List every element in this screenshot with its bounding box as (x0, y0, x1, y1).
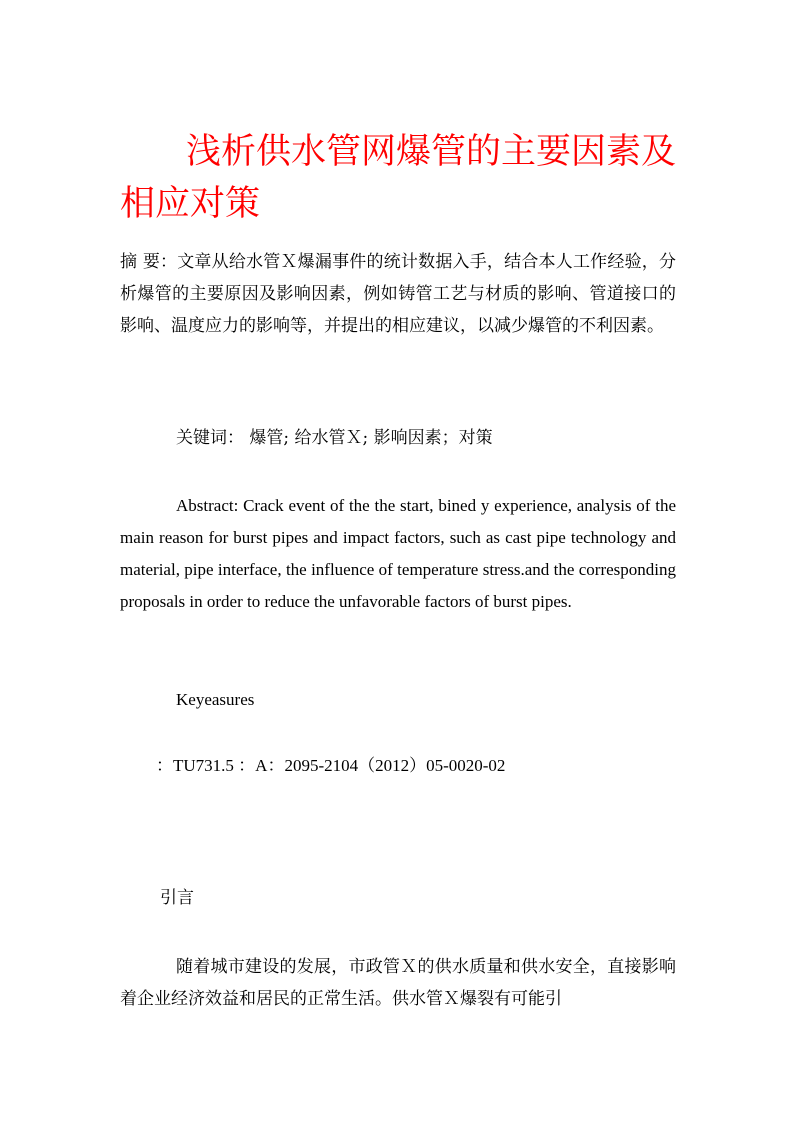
abstract-english: Abstract: Crack event of the the start, bined y experience, analysis of the main reason for burst pipes and impact factors, such as cast pipe technology and material, pipe interface, the influence of temperature stress.and the corresponding proposals in order to reduce the unfavorable factors of burst pipes. (120, 496, 676, 611)
keywords-english: Keyeasures (176, 690, 255, 709)
keywords-chinese: 关键词： 爆管; 给水管Ｘ; 影响因素；对策 (176, 428, 493, 448)
introduction-heading: 引言 (160, 888, 194, 908)
abstract-chinese: 摘 要：文章从给水管Ｘ爆漏事件的统计数据入手，结合本人工作经验，分析爆管的主要原因及影响因素，例如铸管工艺与材质的影响、管道接口的影响、温度应力的影响等，并提出的相应建议，以减少爆管的不利因素。 (120, 252, 676, 336)
introduction-body: 随着城市建设的发展，市政管Ｘ的供水质量和供水安全，直接影响着企业经济效益和居民的正常生活。供水管Ｘ爆裂有可能引 (120, 957, 676, 1009)
classification-line: ：TU731.5 ：A：2095-2104（2012）05-0020-02 (156, 756, 506, 775)
document-title: 浅析供水管网爆管的主要因素及相应对策 (120, 132, 677, 224)
